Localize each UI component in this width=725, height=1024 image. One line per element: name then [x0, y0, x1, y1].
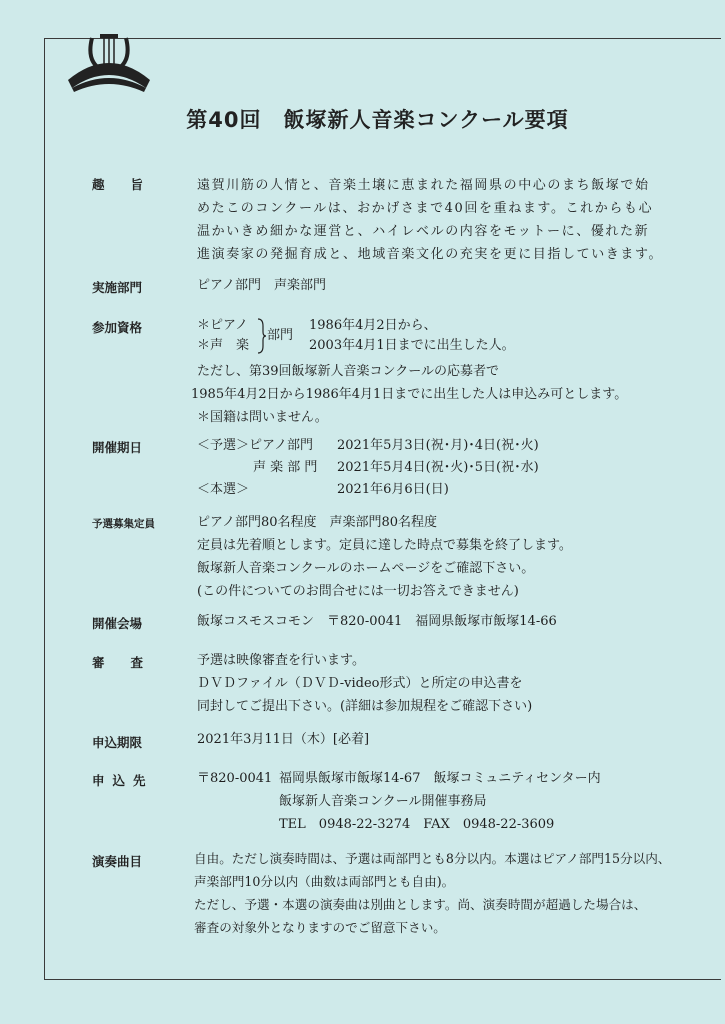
divisions-label: 実施部門	[92, 280, 143, 295]
capacity-line: (この件についてのお問合せには一切お答えできません)	[197, 584, 519, 599]
dates-prelim-piano: 2021年5月3日(祝･月)･4日(祝･火)	[337, 438, 539, 453]
eligibility-block	[191, 314, 677, 429]
pieces-line: 審査の対象外となりますのでご留意下さい。	[194, 920, 446, 935]
capacity-line: ピアノ部門80名程度 声楽部門80名程度	[197, 515, 438, 530]
dates-block	[197, 434, 637, 500]
dates-voice: 声 楽 部 門	[253, 460, 318, 475]
eligibility-to: 2003年4月1日までに出生した人。	[309, 338, 515, 353]
venue-text: 飯塚コスモスコモン 〒820-0041 福岡県飯塚市飯塚14-66	[197, 614, 557, 629]
pieces-block	[194, 847, 670, 939]
dates-prelim: ＜予選＞ピアノ部門	[197, 438, 313, 453]
purpose-line: 進演奏家の発掘育成と、地域音楽文化の充実を更に目指していきます。	[197, 247, 664, 262]
eligibility-label: 参加資格	[92, 320, 143, 335]
divisions-text: ピアノ部門 声楽部門	[197, 278, 326, 293]
screening-line: ＤＶＤファイル（ＤＶＤ-video形式）と所定の申込書を	[197, 676, 523, 691]
apply-office: 飯塚新人音楽コンクール開催事務局	[279, 794, 487, 809]
eligibility-from: 1986年4月2日から、	[309, 318, 437, 333]
screening-block	[197, 649, 532, 718]
eligibility-piano: ＊ピアノ	[197, 318, 248, 333]
capacity-line: 飯塚新人音楽コンクールのホームページをご確認下さい。	[197, 561, 535, 576]
pieces-line: ただし、予選・本選の演奏曲は別曲とします。尚、演奏時間が超過した場合は、	[194, 897, 647, 912]
dates-prelim-voice: 2021年5月4日(祝･火)･5日(祝･水)	[337, 460, 539, 475]
lyre-logo-icon	[66, 28, 152, 92]
apply-contact: TEL 0948-22-3274 FAX 0948-22-3609	[279, 817, 555, 832]
brace-icon	[257, 318, 267, 354]
dates-final: ＜本選＞	[197, 482, 250, 497]
capacity-label: 予選募集定員	[92, 518, 155, 530]
deadline-text: 2021年3月11日（木）[必着]	[197, 732, 370, 747]
dates-label: 開催期日	[92, 440, 143, 455]
capacity-line: 定員は先着順とします。定員に達した時点で募集を終了します。	[197, 538, 572, 553]
pieces-line: 声楽部門10分以内（曲数は両部門とも自由)。	[194, 874, 455, 889]
purpose-line: めたこのコンクールは、おかげさまで40回を重ねます。これからも心	[197, 201, 654, 216]
purpose-line: 温かいきめ細かな運営と、ハイレベルの内容をモットーに、優れた新	[197, 224, 650, 239]
eligibility-note: 1985年4月2日から1986年4月1日までに出生した人は申込み可とします。	[191, 387, 628, 402]
deadline-label: 申込期限	[92, 735, 143, 750]
screening-line: 同封してご提出下さい。(詳細は参加規程をご確認下さい)	[197, 699, 533, 714]
apply-postal: 〒820-0041	[197, 771, 273, 786]
eligibility-note: ＊国籍は問いません。	[197, 410, 328, 425]
dates-final-date: 2021年6月6日(日)	[337, 482, 449, 497]
eligibility-note: ただし、第39回飯塚新人音楽コンクールの応募者で	[197, 364, 500, 379]
screening-line: 予選は映像審査を行います。	[197, 653, 365, 668]
venue-label: 開催会場	[92, 616, 143, 631]
page-title: 第40回 飯塚新人音楽コンクール要項	[186, 108, 569, 132]
pieces-line: 自由。ただし演奏時間は、予選は両部門とも8分以内。本選はピアノ部門15分以内、	[194, 851, 671, 866]
purpose-line: 遠賀川筋の人情と、音楽土壌に恵まれた福岡県の中心のまち飯塚で始	[197, 178, 650, 193]
capacity-block	[197, 511, 572, 603]
apply-label: 申込先	[92, 773, 154, 788]
eligibility-voice: ＊声 楽	[197, 338, 250, 353]
apply-block	[197, 767, 677, 836]
eligibility-bumon: 部門	[267, 328, 294, 343]
pieces-label: 演奏曲目	[92, 854, 143, 869]
purpose-text	[197, 174, 663, 266]
purpose-label: 趣旨	[92, 177, 170, 192]
apply-address: 福岡県飯塚市飯塚14-67 飯塚コミュニティセンター内	[279, 771, 601, 786]
screening-label: 審査	[92, 655, 170, 670]
